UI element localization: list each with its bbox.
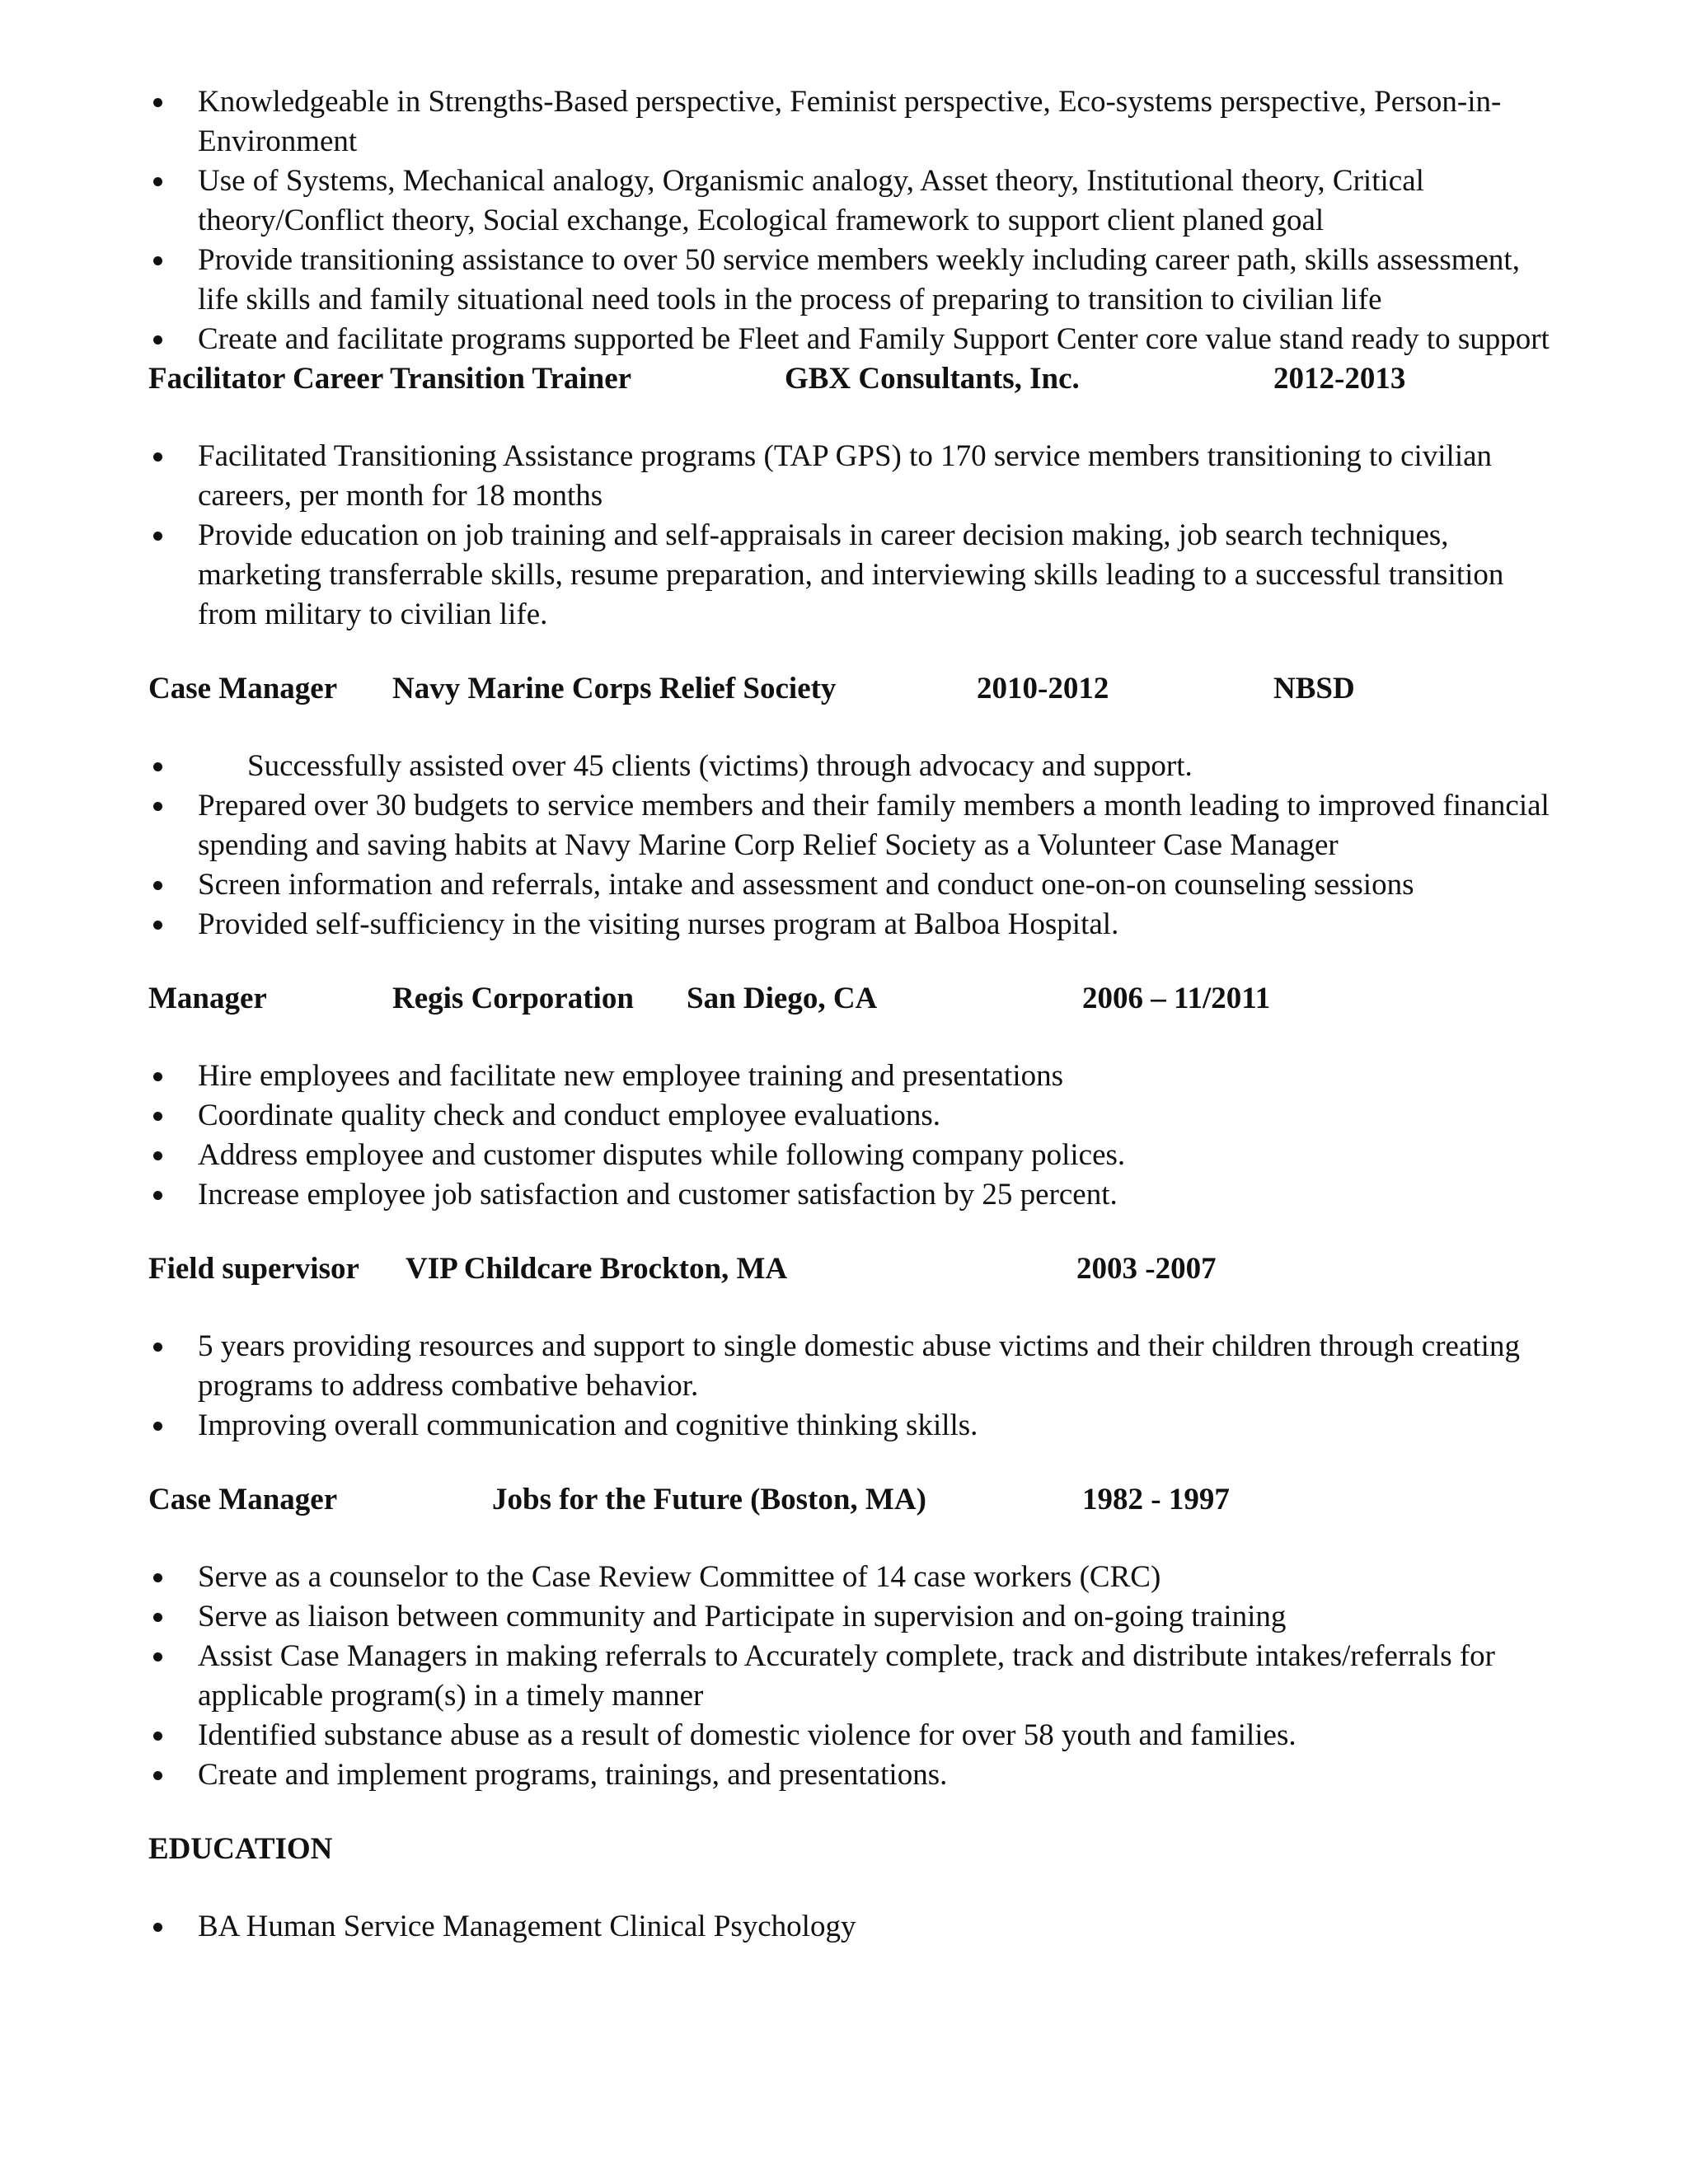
list-item: Successfully assisted over 45 clients (victims) through advocacy and support. [148, 747, 1566, 786]
job-company: VIP Childcare Brockton, MA [406, 1252, 788, 1286]
job-title: Case Manager [148, 672, 338, 705]
job-bullet-list [148, 1558, 1566, 1795]
job-location: San Diego, CA [687, 982, 878, 1015]
job-company: GBX Consultants, Inc. [785, 362, 1080, 396]
list-item: Provide education on job training and self-appraisals in career decision making, job search techniques, marketing transferrable skills, resume preparation, and interviewing skills leading to a successful transition from military to civilian life. [148, 516, 1566, 635]
job-bullet-list [148, 1057, 1566, 1215]
list-item: Assist Case Managers in making referrals to Accurately complete, track and distribute intakes/referrals for applicable program(s) in a timely manner [148, 1637, 1566, 1716]
job-title: Facilitator Career Transition Trainer [148, 362, 632, 396]
education-heading: EDUCATION [148, 1832, 333, 1866]
resume-content [148, 82, 1566, 1947]
job-heading-vip [148, 1249, 1566, 1289]
intro-bullet-list [148, 82, 1566, 359]
list-item: Coordinate quality check and conduct employee evaluations. [148, 1096, 1566, 1136]
list-item: BA Human Service Management Clinical Psychology [148, 1907, 1566, 1947]
list-item: Hire employees and facilitate new employee training and presentations [148, 1057, 1566, 1096]
list-item: Provide transitioning assistance to over 50 service members weekly including career path, skills assessment, life skills and family situational need tools in the process of preparing to transition to civilian life [148, 241, 1566, 320]
list-item: Facilitated Transitioning Assistance programs (TAP GPS) to 170 service members transitioning to civilian careers, per month for 18 months [148, 437, 1566, 516]
list-item: Create and implement programs, trainings, and presentations. [148, 1755, 1566, 1795]
job-title: Case Manager [148, 1483, 338, 1516]
job-heading-nmcrs [148, 669, 1566, 709]
list-item: Identified substance abuse as a result of domestic violence for over 58 youth and families. [148, 1716, 1566, 1755]
list-item: Knowledgeable in Strengths-Based perspective, Feminist perspective, Eco-systems perspective, Person-in-Environment [148, 82, 1566, 162]
list-item: Screen information and referrals, intake and assessment and conduct one-on-on counseling sessions [148, 865, 1566, 905]
job-bullet-list [148, 747, 1566, 944]
job-dates: 2003 -2007 [1076, 1252, 1217, 1286]
job-company: Navy Marine Corps Relief Society [392, 672, 837, 705]
list-item: Serve as liaison between community and Participate in supervision and on-going training [148, 1597, 1566, 1637]
job-dates: 2012-2013 [1273, 362, 1406, 396]
list-item: Use of Systems, Mechanical analogy, Organismic analogy, Asset theory, Institutional theory, Critical theory/Conflict theory, Social exchange, Ecological framework to support client planed goal [148, 162, 1566, 241]
education-bullet-list [148, 1907, 1566, 1947]
job-company: Regis Corporation [392, 982, 634, 1015]
list-item: 5 years providing resources and support to single domestic abuse victims and their children through creating programs to address combative behavior. [148, 1327, 1566, 1406]
list-item: Address employee and customer disputes while following company polices. [148, 1136, 1566, 1175]
job-location: NBSD [1273, 672, 1355, 705]
list-item: Provided self-sufficiency in the visiting nurses program at Balboa Hospital. [148, 905, 1566, 944]
list-item: Serve as a counselor to the Case Review Committee of 14 case workers (CRC) [148, 1558, 1566, 1597]
job-dates: 2006 – 11/2011 [1082, 982, 1271, 1015]
job-heading-gbx [148, 359, 1566, 399]
list-item: Improving overall communication and cognitive thinking skills. [148, 1406, 1566, 1446]
job-title: Field supervisor [148, 1252, 359, 1286]
list-item: Create and facilitate programs supported be Fleet and Family Support Center core value stand ready to support [148, 320, 1566, 359]
job-heading-jff [148, 1480, 1566, 1520]
job-bullet-list [148, 1327, 1566, 1446]
job-dates: 1982 - 1997 [1082, 1483, 1230, 1516]
job-title: Manager [148, 982, 267, 1015]
job-dates: 2010-2012 [977, 672, 1109, 705]
job-bullet-list [148, 437, 1566, 635]
job-heading-regis [148, 979, 1566, 1019]
list-item: Increase employee job satisfaction and customer satisfaction by 25 percent. [148, 1175, 1566, 1215]
list-item: Prepared over 30 budgets to service members and their family members a month leading to improved financial spending and saving habits at Navy Marine Corp Relief Society as a Volunteer Case Manager [148, 786, 1566, 865]
job-company: Jobs for the Future (Boston, MA) [492, 1483, 926, 1516]
